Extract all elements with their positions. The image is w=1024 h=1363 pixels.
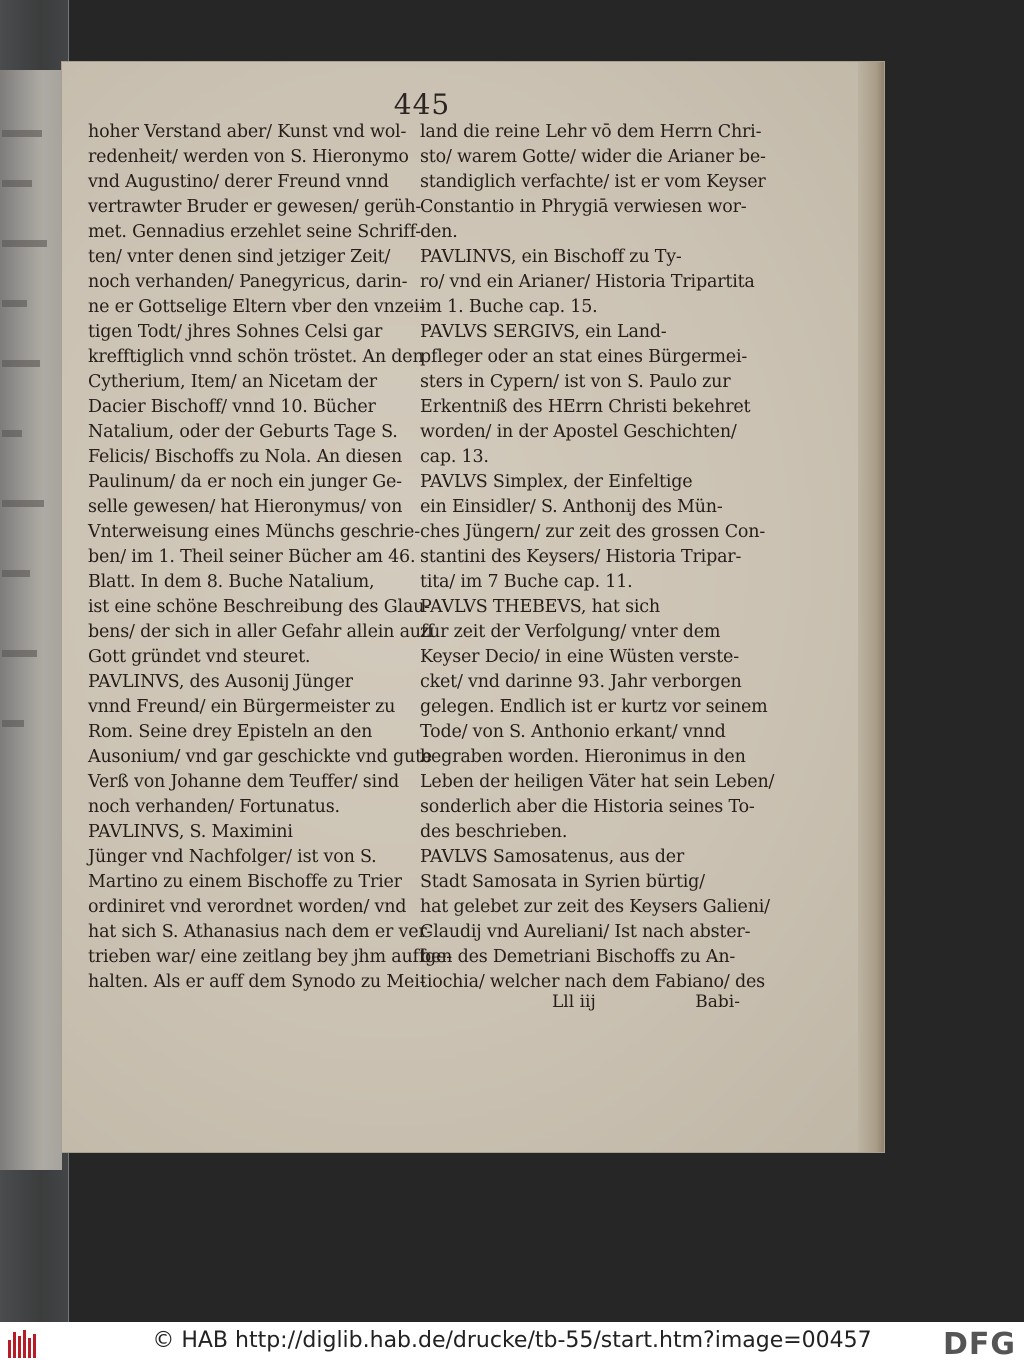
page-edge bbox=[858, 62, 884, 1152]
text-line: sters in Cypern/ ist von S. Paulo zur bbox=[420, 372, 731, 392]
text-line: Gott gründet vnd steuret. bbox=[88, 647, 311, 667]
text-line: im 1. Buche cap. 15. bbox=[420, 297, 598, 317]
catchword: Babi- bbox=[695, 992, 740, 1012]
text-line: Verß von Johanne dem Teuffer/ sind bbox=[88, 772, 400, 792]
text-line: ben/ im 1. Theil seiner Bücher am 46. bbox=[88, 547, 416, 567]
text-line: PAVLVS THEBEVS, hat sich bbox=[420, 597, 660, 617]
text-line: bens/ der sich in aller Gefahr allein auff bbox=[88, 622, 434, 642]
text-line: noch verhanden/ Panegyricus, darin- bbox=[88, 272, 408, 292]
text-line: Cytherium, Item/ an Nicetam der bbox=[88, 372, 377, 392]
binding-strip bbox=[0, 0, 69, 1322]
dfg-logo: DFG bbox=[942, 1327, 1016, 1362]
text-line: tiochia/ welcher nach dem Fabiano/ des bbox=[420, 972, 765, 992]
text-line: stantini des Keysers/ Historia Tripar- bbox=[420, 547, 742, 567]
text-line: tigen Todt/ jhres Sohnes Celsi gar bbox=[88, 322, 383, 342]
text-line: Stadt Samosata in Syrien bürtig/ bbox=[420, 872, 705, 892]
text-line: halten. Als er auff dem Synodo zu Mei- bbox=[88, 972, 426, 992]
text-line: PAVLVS Simplex, der Einfeltige bbox=[420, 472, 693, 492]
text-line: Vnterweisung eines Münchs geschrie- bbox=[88, 522, 420, 542]
text-line: Constantio in Phrygiā verwiesen wor- bbox=[420, 197, 747, 217]
text-line: trieben war/ eine zeitlang bey jhm auffge- bbox=[88, 947, 452, 967]
text-line: vnnd Freund/ ein Bürgermeister zu bbox=[88, 697, 396, 717]
text-line: den. bbox=[420, 222, 458, 242]
text-line: Rom. Seine drey Episteln an den bbox=[88, 722, 373, 742]
text-line: ein Einsidler/ S. Anthonij des Mün- bbox=[420, 497, 723, 517]
page-number: 445 bbox=[393, 88, 451, 121]
text-line: noch verhanden/ Fortunatus. bbox=[88, 797, 340, 817]
page-footer-line bbox=[420, 992, 740, 1020]
text-line: krefftiglich vnnd schön tröstet. An den bbox=[88, 347, 424, 367]
text-line: ten/ vnter denen sind jetziger Zeit/ bbox=[88, 247, 391, 267]
text-line: selle gewesen/ hat Hieronymus/ von bbox=[88, 497, 403, 517]
text-line: hat sich S. Athanasius nach dem er ver- bbox=[88, 922, 433, 942]
text-line: ro/ vnd ein Arianer/ Historia Tripartita bbox=[420, 272, 755, 292]
footer-bar bbox=[0, 1322, 1024, 1363]
text-line: pfleger oder an stat eines Bürgermei- bbox=[420, 347, 748, 367]
text-line: Paulinum/ da er noch ein junger Ge- bbox=[88, 472, 402, 492]
text-line: Natalium, oder der Geburts Tage S. bbox=[88, 422, 398, 442]
text-line: Claudij vnd Aureliani/ Ist nach abster- bbox=[420, 922, 751, 942]
text-line: des beschrieben. bbox=[420, 822, 568, 842]
text-line: vertrawter Bruder er gewesen/ gerüh- bbox=[88, 197, 422, 217]
text-line: ordiniret vnd verordnet worden/ vnd bbox=[88, 897, 407, 917]
text-line: met. Gennadius erzehlet seine Schriff- bbox=[88, 222, 421, 242]
text-line: hoher Verstand aber/ Kunst vnd wol- bbox=[88, 122, 407, 142]
text-line: redenheit/ werden von S. Hieronymo bbox=[88, 147, 409, 167]
text-line: Blatt. In dem 8. Buche Natalium, bbox=[88, 572, 375, 592]
text-line: ben des Demetriani Bischoffs zu An- bbox=[420, 947, 736, 967]
text-line: PAVLINVS, des Ausonij Jünger bbox=[88, 672, 353, 692]
text-line: worden/ in der Apostel Geschichten/ bbox=[420, 422, 737, 442]
text-line: PAVLVS Samosatenus, aus der bbox=[420, 847, 685, 867]
text-line: Ausonium/ vnd gar geschickte vnd gute bbox=[88, 747, 433, 767]
left-text-column bbox=[88, 120, 452, 995]
text-line: Tode/ von S. Anthonio erkant/ vnnd bbox=[420, 722, 726, 742]
text-line: Martino zu einem Bischoffe zu Trier bbox=[88, 872, 402, 892]
text-line: Erkentniß des HErrn Christi bekehret bbox=[420, 397, 751, 417]
text-line: Felicis/ Bischoffs zu Nola. An diesen bbox=[88, 447, 403, 467]
text-line: ist eine schöne Beschreibung des Glau- bbox=[88, 597, 430, 617]
text-line: land die reine Lehr vō dem Herrn Chri- bbox=[420, 122, 762, 142]
text-line: sonderlich aber die Historia seines To- bbox=[420, 797, 755, 817]
text-line: Jünger vnd Nachfolger/ ist von S. bbox=[88, 847, 377, 867]
text-line: ne er Gottselige Eltern vber den vnzei- bbox=[88, 297, 425, 317]
text-line: PAVLVS SERGIVS, ein Land- bbox=[420, 322, 667, 342]
text-line: gelegen. Endlich ist er kurtz vor seinem bbox=[420, 697, 768, 717]
text-line: begraben worden. Hieronimus in den bbox=[420, 747, 746, 767]
text-line: sto/ warem Gotte/ wider die Arianer be- bbox=[420, 147, 766, 167]
text-line: ches Jüngern/ zur zeit des grossen Con- bbox=[420, 522, 766, 542]
signature-mark: Lll iij bbox=[552, 992, 596, 1012]
copyright-link[interactable]: © HAB http://diglib.hab.de/drucke/tb-55/start.htm?image=00457 bbox=[152, 1328, 872, 1353]
text-line: vnd Augustino/ derer Freund vnnd bbox=[88, 172, 389, 192]
text-line: Keyser Decio/ in eine Wüsten verste- bbox=[420, 647, 739, 667]
text-line: Dacier Bischoff/ vnnd 10. Bücher bbox=[88, 397, 376, 417]
text-line: PAVLINVS, ein Bischoff zu Ty- bbox=[420, 247, 682, 267]
text-line: cap. 13. bbox=[420, 447, 489, 467]
text-line: standiglich verfachte/ ist er vom Keyser bbox=[420, 172, 766, 192]
text-line: PAVLINVS, S. Maximini bbox=[88, 822, 293, 842]
text-line: tita/ im 7 Buche cap. 11. bbox=[420, 572, 633, 592]
text-line: zur zeit der Verfolgung/ vnter dem bbox=[420, 622, 721, 642]
text-line: cket/ vnd darinne 93. Jahr verborgen bbox=[420, 672, 742, 692]
text-line: Leben der heiligen Väter hat sein Leben/ bbox=[420, 772, 775, 792]
text-line: hat gelebet zur zeit des Keysers Galieni/ bbox=[420, 897, 770, 917]
right-text-column bbox=[420, 120, 775, 995]
